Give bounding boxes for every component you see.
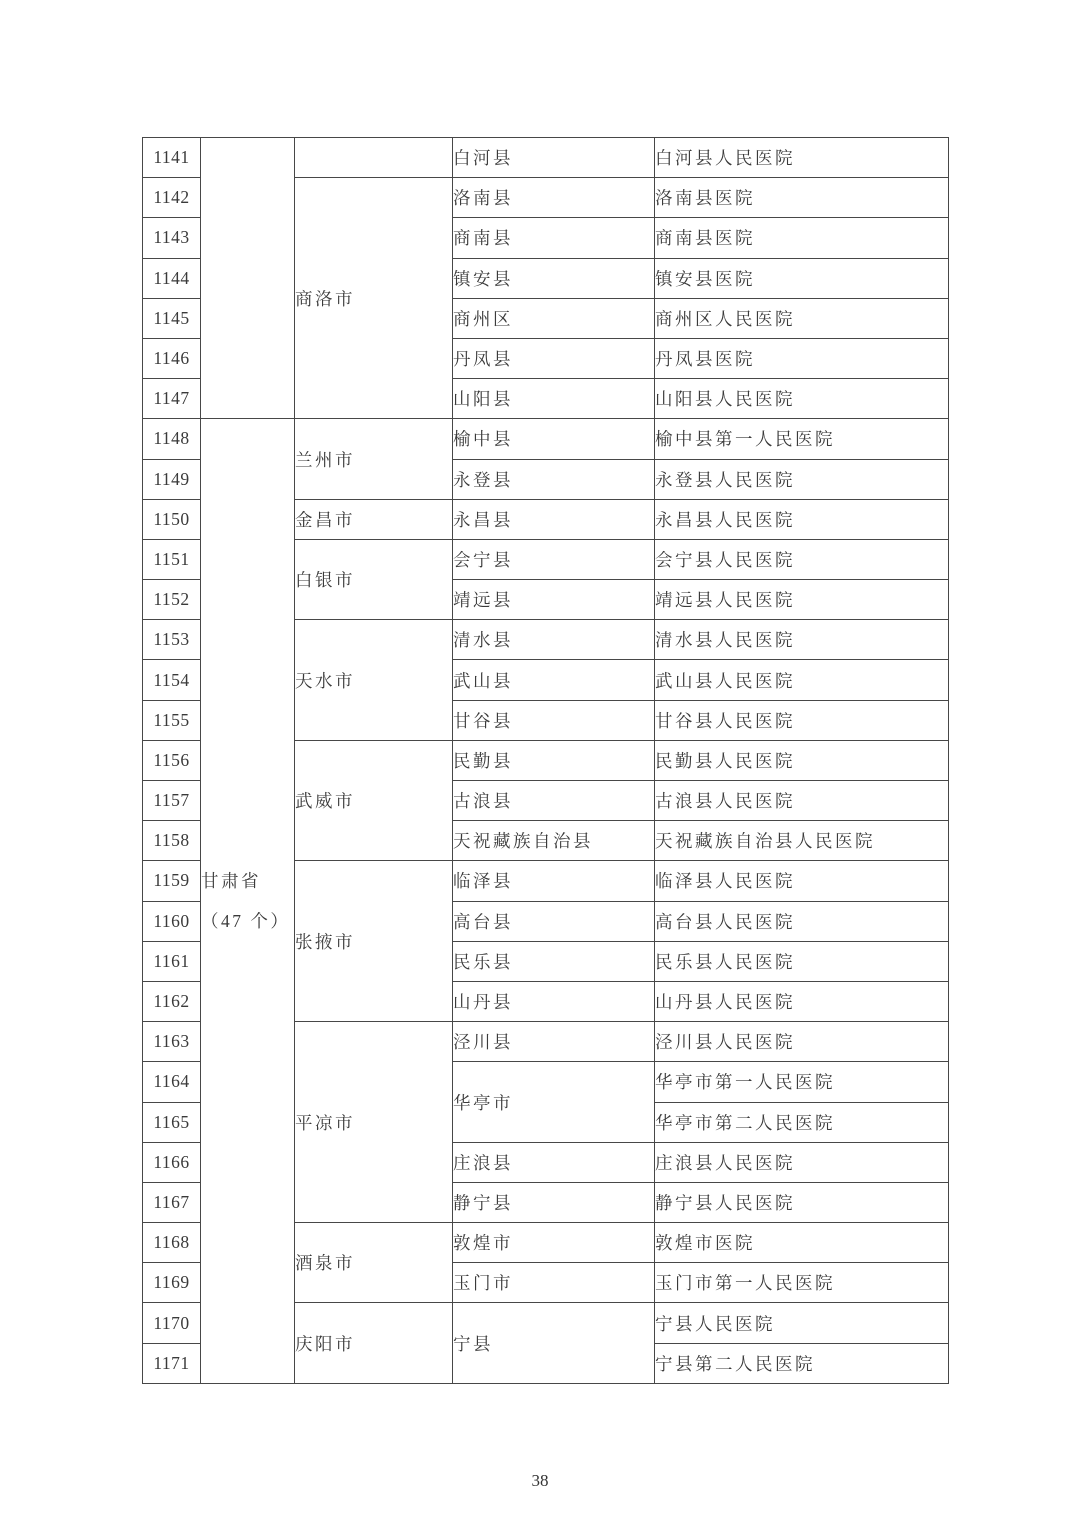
row-number-cell: 1161 bbox=[143, 941, 201, 981]
hospital-cell: 敦煌市医院 bbox=[655, 1223, 949, 1263]
hospital-cell: 泾川县人民医院 bbox=[655, 1022, 949, 1062]
hospital-cell: 古浪县人民医院 bbox=[655, 781, 949, 821]
county-cell: 华亭市 bbox=[453, 1062, 655, 1142]
city-cell: 庆阳市 bbox=[295, 1303, 453, 1383]
county-cell: 永昌县 bbox=[453, 499, 655, 539]
county-cell: 敦煌市 bbox=[453, 1223, 655, 1263]
city-cell: 酒泉市 bbox=[295, 1223, 453, 1303]
county-cell: 永登县 bbox=[453, 459, 655, 499]
province-cell-empty bbox=[201, 138, 295, 419]
hospital-cell: 民乐县人民医院 bbox=[655, 941, 949, 981]
hospital-list-table bbox=[142, 137, 949, 1384]
row-number-cell: 1164 bbox=[143, 1062, 201, 1102]
county-cell: 清水县 bbox=[453, 620, 655, 660]
county-cell: 古浪县 bbox=[453, 781, 655, 821]
county-cell: 镇安县 bbox=[453, 258, 655, 298]
row-number-cell: 1167 bbox=[143, 1182, 201, 1222]
county-cell: 庄浪县 bbox=[453, 1142, 655, 1182]
province-count: （47 个） bbox=[201, 911, 291, 932]
row-number-cell: 1168 bbox=[143, 1223, 201, 1263]
hospital-cell: 高台县人民医院 bbox=[655, 901, 949, 941]
county-cell: 商州区 bbox=[453, 298, 655, 338]
county-cell: 甘谷县 bbox=[453, 700, 655, 740]
city-cell: 白银市 bbox=[295, 539, 453, 619]
county-cell: 山丹县 bbox=[453, 981, 655, 1021]
hospital-cell: 会宁县人民医院 bbox=[655, 539, 949, 579]
county-cell: 丹凤县 bbox=[453, 338, 655, 378]
row-number-cell: 1163 bbox=[143, 1022, 201, 1062]
hospital-cell: 永昌县人民医院 bbox=[655, 499, 949, 539]
county-cell: 靖远县 bbox=[453, 580, 655, 620]
city-cell: 金昌市 bbox=[295, 499, 453, 539]
province-cell-gansu bbox=[201, 419, 295, 1384]
row-number-cell: 1165 bbox=[143, 1102, 201, 1142]
row-number-cell: 1171 bbox=[143, 1343, 201, 1383]
county-cell: 静宁县 bbox=[453, 1182, 655, 1222]
row-number-cell: 1154 bbox=[143, 660, 201, 700]
table-row bbox=[143, 419, 949, 459]
row-number-cell: 1147 bbox=[143, 379, 201, 419]
county-cell: 白河县 bbox=[453, 138, 655, 178]
row-number-cell: 1150 bbox=[143, 499, 201, 539]
table-row bbox=[143, 138, 949, 178]
county-cell: 武山县 bbox=[453, 660, 655, 700]
row-number-cell: 1144 bbox=[143, 258, 201, 298]
row-number-cell: 1162 bbox=[143, 981, 201, 1021]
hospital-cell: 洛南县医院 bbox=[655, 178, 949, 218]
hospital-cell: 民勤县人民医院 bbox=[655, 740, 949, 780]
hospital-cell: 甘谷县人民医院 bbox=[655, 700, 949, 740]
city-cell: 张掖市 bbox=[295, 861, 453, 1022]
hospital-cell: 华亭市第二人民医院 bbox=[655, 1102, 949, 1142]
row-number-cell: 1157 bbox=[143, 781, 201, 821]
hospital-cell: 宁县人民医院 bbox=[655, 1303, 949, 1343]
hospital-cell: 山丹县人民医院 bbox=[655, 981, 949, 1021]
hospital-cell: 山阳县人民医院 bbox=[655, 379, 949, 419]
county-cell: 天祝藏族自治县 bbox=[453, 821, 655, 861]
row-number-cell: 1169 bbox=[143, 1263, 201, 1303]
city-cell: 平凉市 bbox=[295, 1022, 453, 1223]
hospital-cell: 临泽县人民医院 bbox=[655, 861, 949, 901]
hospital-cell: 镇安县医院 bbox=[655, 258, 949, 298]
row-number-cell: 1151 bbox=[143, 539, 201, 579]
row-number-cell: 1158 bbox=[143, 821, 201, 861]
hospital-cell: 宁县第二人民医院 bbox=[655, 1343, 949, 1383]
hospital-cell: 静宁县人民医院 bbox=[655, 1182, 949, 1222]
hospital-cell: 华亭市第一人民医院 bbox=[655, 1062, 949, 1102]
city-cell: 兰州市 bbox=[295, 419, 453, 499]
hospital-cell: 商南县医院 bbox=[655, 218, 949, 258]
row-number-cell: 1146 bbox=[143, 338, 201, 378]
province-name: 甘肃省 bbox=[201, 870, 261, 891]
hospital-cell: 武山县人民医院 bbox=[655, 660, 949, 700]
county-cell: 泾川县 bbox=[453, 1022, 655, 1062]
county-cell: 民乐县 bbox=[453, 941, 655, 981]
page-number: 38 bbox=[531, 1471, 549, 1490]
county-cell: 榆中县 bbox=[453, 419, 655, 459]
row-number-cell: 1145 bbox=[143, 298, 201, 338]
county-cell: 山阳县 bbox=[453, 379, 655, 419]
row-number-cell: 1160 bbox=[143, 901, 201, 941]
county-cell: 高台县 bbox=[453, 901, 655, 941]
hospital-cell: 天祝藏族自治县人民医院 bbox=[655, 821, 949, 861]
hospital-cell: 丹凤县医院 bbox=[655, 338, 949, 378]
city-cell: 天水市 bbox=[295, 620, 453, 741]
hospital-cell: 庄浪县人民医院 bbox=[655, 1142, 949, 1182]
hospital-cell: 靖远县人民医院 bbox=[655, 580, 949, 620]
row-number-cell: 1142 bbox=[143, 178, 201, 218]
row-number-cell: 1155 bbox=[143, 700, 201, 740]
county-cell: 玉门市 bbox=[453, 1263, 655, 1303]
city-cell: 商洛市 bbox=[295, 178, 453, 419]
county-cell: 商南县 bbox=[453, 218, 655, 258]
row-number-cell: 1143 bbox=[143, 218, 201, 258]
hospital-cell: 玉门市第一人民医院 bbox=[655, 1263, 949, 1303]
hospital-cell: 清水县人民医院 bbox=[655, 620, 949, 660]
hospital-cell: 白河县人民医院 bbox=[655, 138, 949, 178]
hospital-cell: 商州区人民医院 bbox=[655, 298, 949, 338]
row-number-cell: 1152 bbox=[143, 580, 201, 620]
row-number-cell: 1149 bbox=[143, 459, 201, 499]
county-cell: 洛南县 bbox=[453, 178, 655, 218]
row-number-cell: 1159 bbox=[143, 861, 201, 901]
row-number-cell: 1166 bbox=[143, 1142, 201, 1182]
county-cell: 会宁县 bbox=[453, 539, 655, 579]
city-cell-empty bbox=[295, 138, 453, 178]
county-cell: 临泽县 bbox=[453, 861, 655, 901]
county-cell: 民勤县 bbox=[453, 740, 655, 780]
county-cell: 宁县 bbox=[453, 1303, 655, 1383]
row-number-cell: 1156 bbox=[143, 740, 201, 780]
hospital-cell: 榆中县第一人民医院 bbox=[655, 419, 949, 459]
city-cell: 武威市 bbox=[295, 740, 453, 861]
row-number-cell: 1153 bbox=[143, 620, 201, 660]
row-number-cell: 1141 bbox=[143, 138, 201, 178]
row-number-cell: 1170 bbox=[143, 1303, 201, 1343]
hospital-cell: 永登县人民医院 bbox=[655, 459, 949, 499]
row-number-cell: 1148 bbox=[143, 419, 201, 459]
